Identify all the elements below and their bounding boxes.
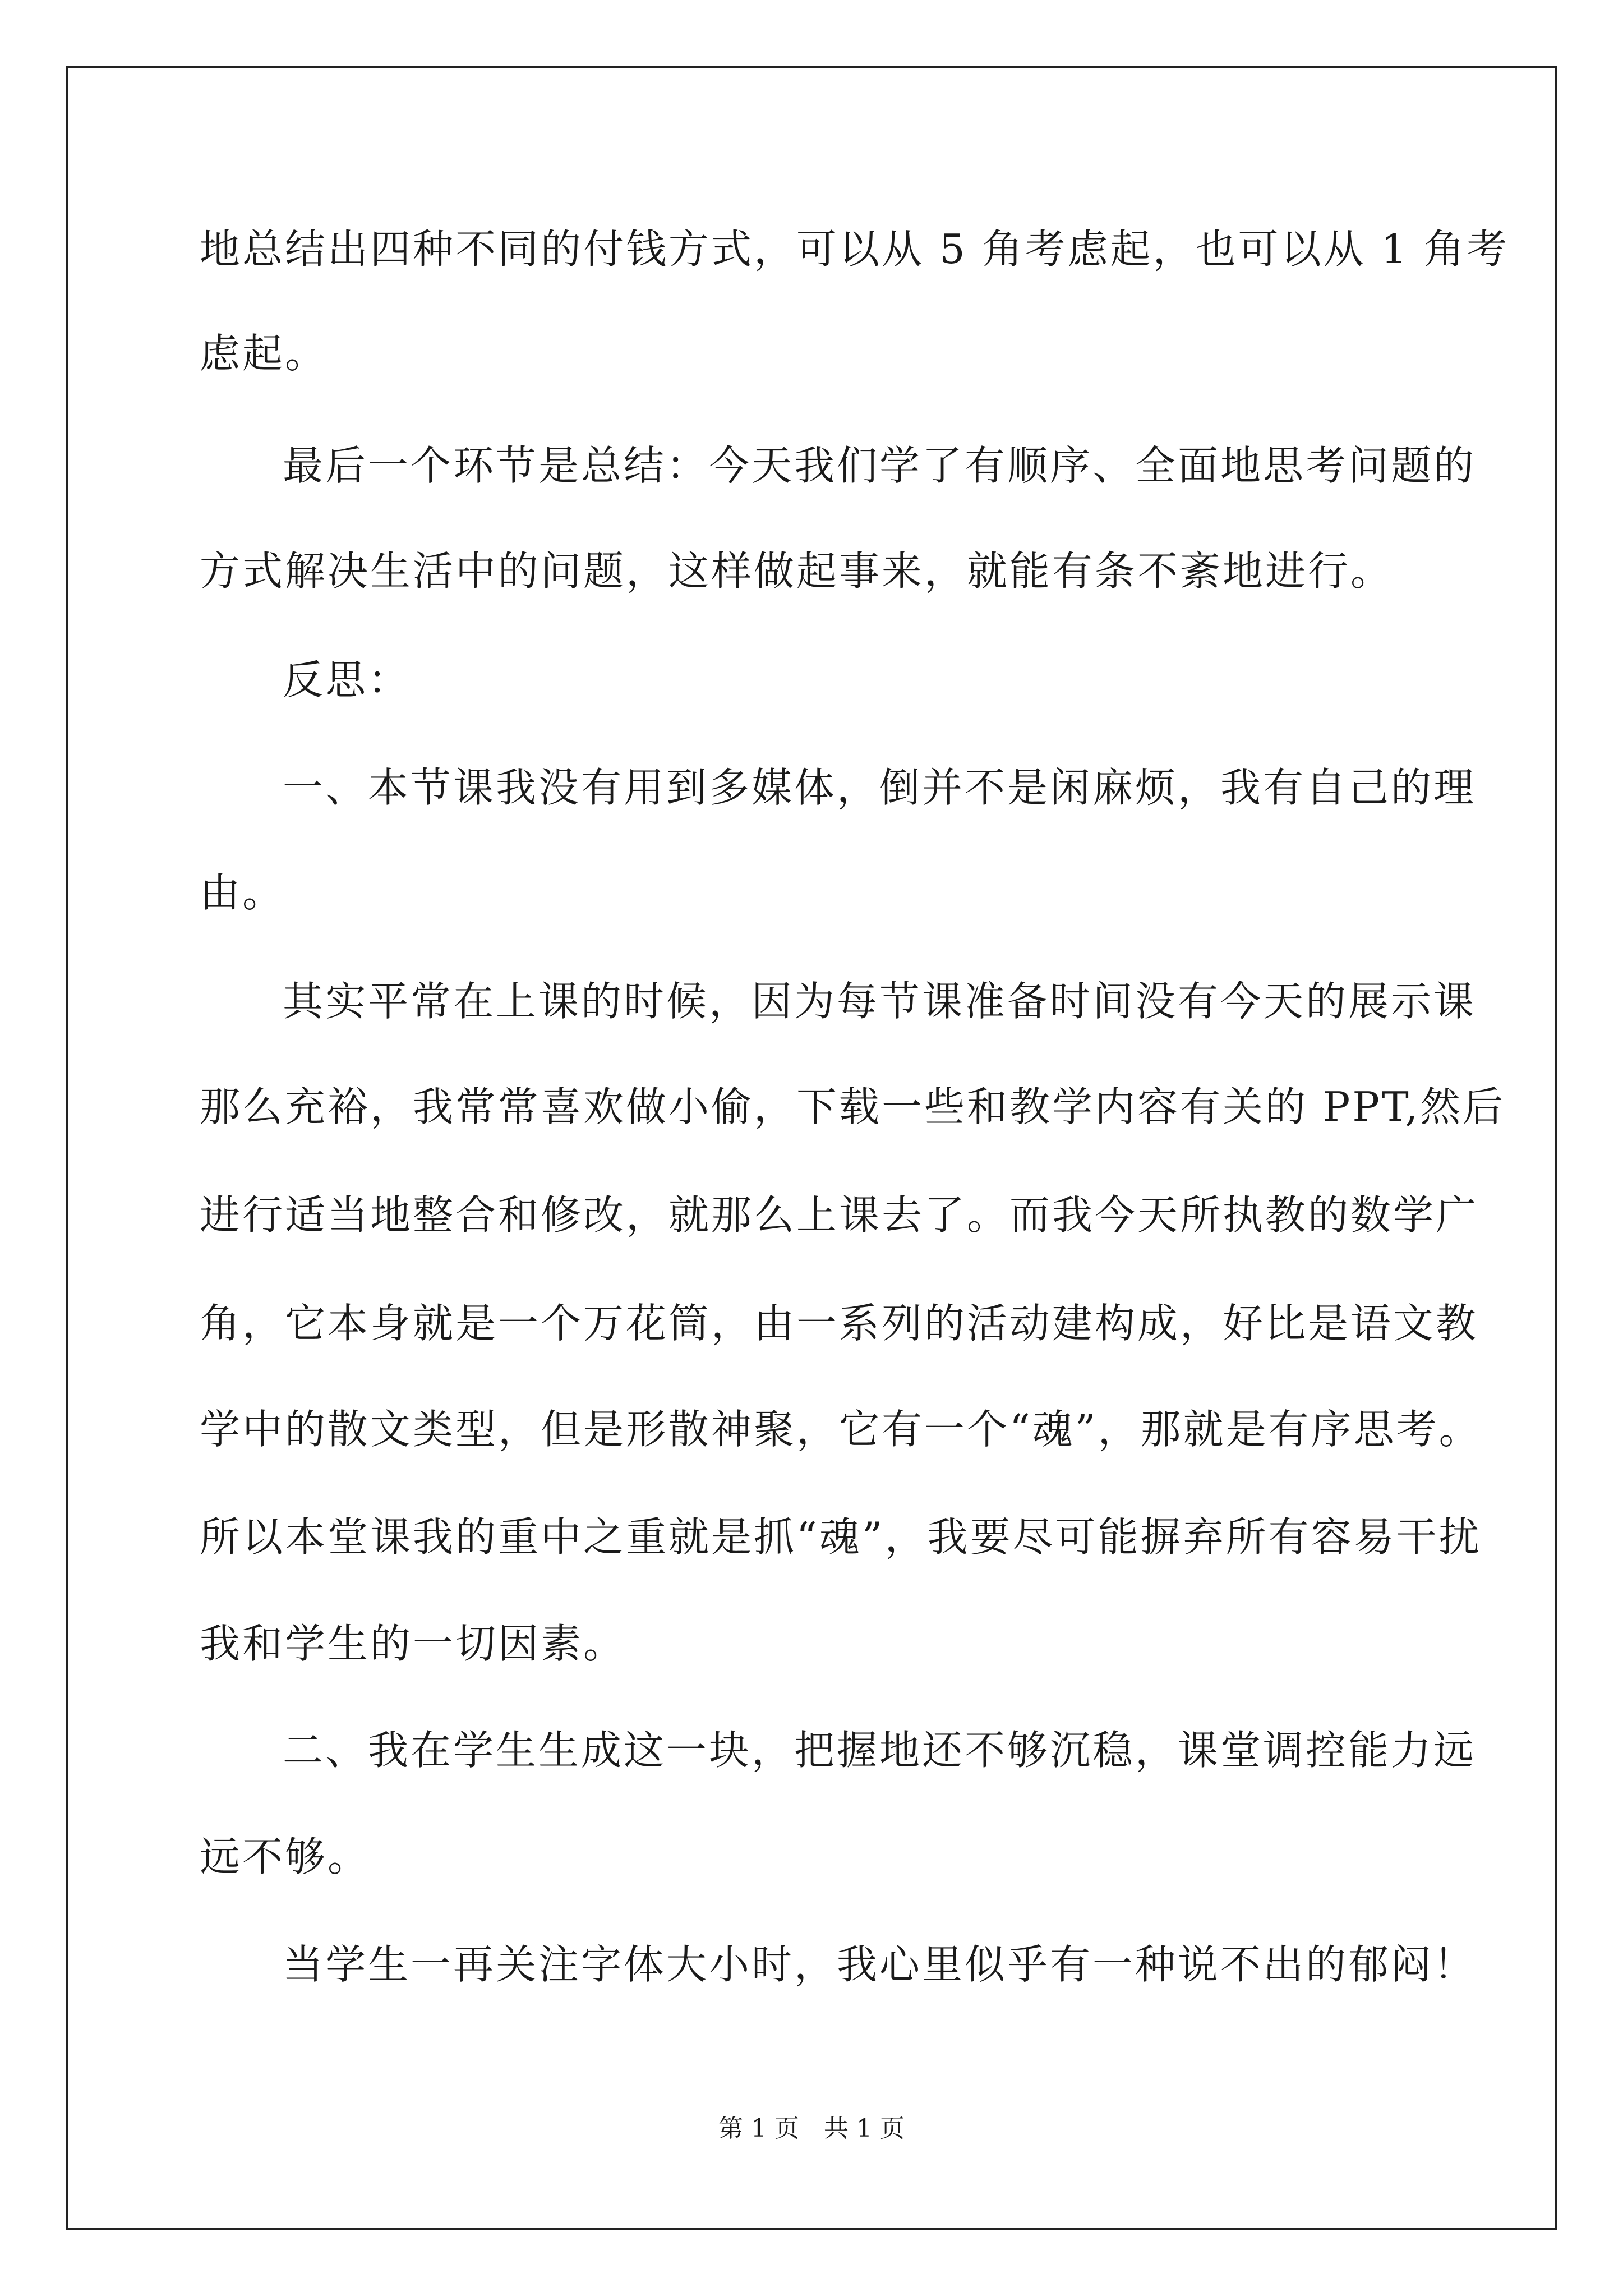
text-line: 角，它本身就是一个万花筒，由一系列的活动建构成，好比是语文教 [200, 1300, 1479, 1347]
text-line: 虑起。 [200, 330, 328, 377]
text-line: 进行适当地整合和修改，就那么上课去了。而我今天所执教的数学广 [200, 1191, 1479, 1239]
text-line: 反思： [283, 656, 411, 703]
text-line: 二、我在学生生成这一块，把握地还不够沉稳，课堂调控能力远 [283, 1727, 1477, 1774]
text-line: 方式解决生活中的问题，这样做起事来，就能有条不紊地进行。 [200, 547, 1394, 595]
text-line: 其实平常在上课的时候，因为每节课准备时间没有今天的展示课 [283, 978, 1477, 1025]
text-line: 那么充裕，我常常喜欢做小偷，下载一些和教学内容有关的 PPT,然后 [200, 1083, 1506, 1130]
text-line: 地总结出四种不同的付钱方式，可以从 5 角考虑起，也可以从 1 角考 [200, 226, 1510, 273]
text-line: 学中的散文类型，但是形散神聚，它有一个“魂”，那就是有序思考。 [200, 1406, 1482, 1453]
text-line: 我和学生的一切因素。 [200, 1620, 626, 1667]
text-line: 远不够。 [200, 1833, 371, 1880]
text-line: 当学生一再关注字体大小时，我心里似乎有一种说不出的郁闷！ [283, 1941, 1477, 1988]
text-line: 由。 [200, 869, 285, 916]
text-line: 所以本堂课我的重中之重就是抓“魂”，我要尽可能摒弃所有容易干扰 [200, 1513, 1482, 1561]
page-border [66, 66, 1557, 2230]
text-line: 一、本节课我没有用到多媒体，倒并不是闲麻烦，我有自己的理 [283, 764, 1477, 811]
text-line: 最后一个环节是总结：今天我们学了有顺序、全面地思考问题的 [283, 442, 1477, 489]
page-number-footer: 第 1 页 共 1 页 [718, 2114, 905, 2143]
